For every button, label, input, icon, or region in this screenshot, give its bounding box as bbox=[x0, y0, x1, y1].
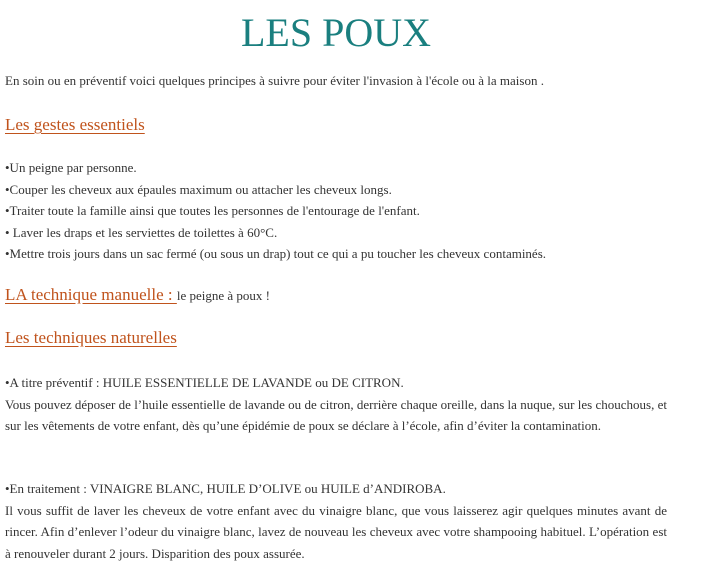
preventif-block bbox=[5, 372, 667, 437]
section-heading-gestes bbox=[5, 114, 145, 136]
list-item: •Traiter toute la famille ainsi que toutes les personnes de l'entourage de l'enfant. bbox=[5, 203, 420, 218]
traitement-text: Il vous suffit de laver les cheveux de votre enfant avec du vinaigre blanc, que vous laisserez agir quelques minutes avant de rincer. Afin d’enlever l’odeur du vinaigre blanc, lavez de nouveau les cheveux avec votre shampooing habituel. L’opération est à renouveler durant 2 jours. Disparition des poux assurée. bbox=[5, 502, 667, 561]
list-item: •Un peigne par personne. bbox=[5, 160, 137, 175]
preventif-lead: •A titre préventif : HUILE ESSENTIELLE DE LAVANDE ou DE CITRON. bbox=[5, 375, 404, 390]
section-heading-manuelle-text: LA technique manuelle : bbox=[5, 285, 177, 304]
traitement-lead: •En traitement : VINAIGRE BLANC, HUILE D’OLIVE ou HUILE d’ANDIROBA. bbox=[5, 481, 446, 496]
intro-paragraph: En soin ou en préventif voici quelques principes à suivre pour éviter l'invasion à l'école ou à la maison . bbox=[5, 73, 544, 88]
section-heading-naturelles-text: Les techniques naturelles bbox=[5, 328, 177, 347]
list-item: •Couper les cheveux aux épaules maximum ou attacher les cheveux longs. bbox=[5, 181, 392, 197]
traitement-block bbox=[5, 478, 667, 564]
section-heading-manuelle bbox=[5, 284, 270, 307]
gestes-list bbox=[5, 157, 546, 265]
section-heading-gestes-text: Les gestes essentiels bbox=[5, 115, 145, 134]
section-heading-naturelles bbox=[5, 327, 177, 349]
list-item: •Mettre trois jours dans un sac fermé (ou sous un drap) tout ce qui a pu toucher les cheveux contaminés. bbox=[5, 246, 547, 261]
preventif-text: Vous pouvez déposer de l’huile essentielle de lavande ou de citron, derrière chaque oreille, dans la nuque, sur les chouchous, et sur les vêtements de votre enfant, dès qu’une épidémie de poux se déclare à l’école, afin d’éviter la contamination. bbox=[5, 396, 667, 433]
page-title: LES POUX bbox=[240, 10, 432, 55]
list-item: • Laver les draps et les serviettes de toilettes à 60°C. bbox=[5, 224, 278, 240]
section-heading-manuelle-suffix: le peigne à poux ! bbox=[176, 288, 270, 303]
